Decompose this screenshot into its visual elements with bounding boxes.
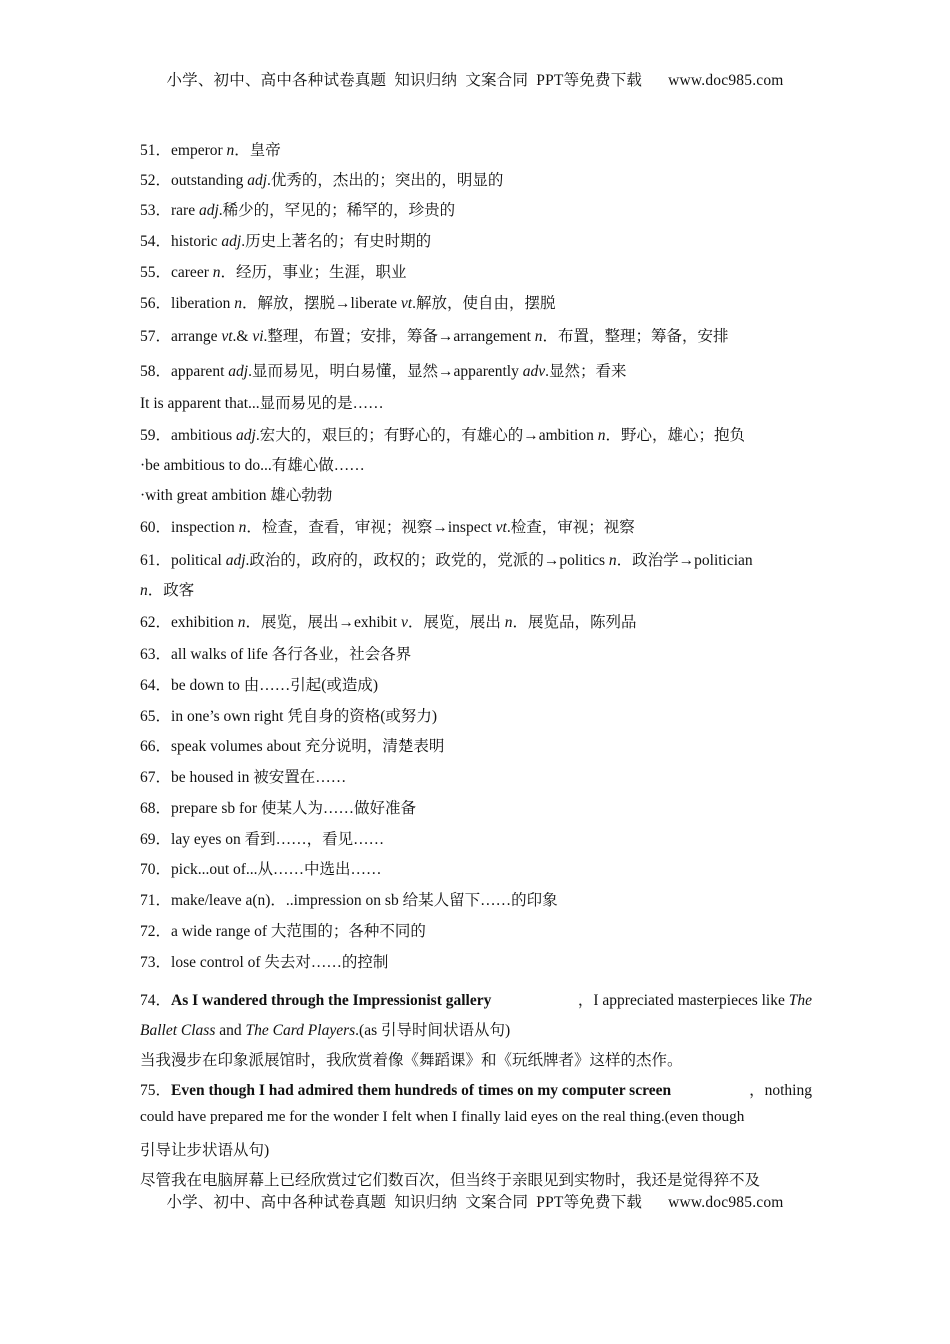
sentence-text: ，nothing (749, 1082, 812, 1099)
item-term: arrange (171, 328, 222, 345)
item-number: 60． (140, 519, 172, 536)
title-italic: The (788, 992, 812, 1009)
item-term: speak volumes about 充分说明，清楚表明 (171, 738, 445, 755)
item-term: lose control of 失去对……的控制 (171, 954, 389, 971)
sentence-text: and (215, 1022, 246, 1039)
item-number: 54． (140, 233, 172, 250)
item-term: ·be ambitious to do...有雄心做…… (140, 457, 365, 474)
list-item (140, 359, 627, 381)
part-of-speech: v (400, 614, 408, 631)
header-text: 小学、初中、高中各种试卷真题 知识归纳 文案合同 PPT等免费下载 (166, 72, 643, 89)
item-term: prepare sb for 使某人为……做好准备 (171, 800, 416, 817)
sentence-number: 75． (140, 1082, 172, 1099)
item-term: liberation (171, 295, 235, 312)
item-term: in one’s own right 凭自身的资格(或努力) (171, 708, 438, 725)
grammar-note: 引导让步状语从句) (140, 1142, 270, 1159)
part-of-speech: adj (225, 552, 246, 569)
item-number: 64． (140, 677, 172, 694)
item-number: 53． (140, 202, 172, 219)
sentence-text: ，I appreciated masterpieces like (577, 992, 789, 1009)
sentence-74-line1 (140, 988, 812, 1010)
item-meaning: .& (232, 328, 253, 345)
sentence-75-line2 (140, 1108, 812, 1126)
item-term: be housed in 被安置在…… (171, 769, 347, 786)
part-of-speech: vt (400, 295, 413, 312)
list-item (140, 483, 332, 505)
item-number: 58． (140, 363, 172, 380)
header-url: www.doc985.com (668, 72, 784, 89)
item-term: pick...out of...从……中选出…… (171, 861, 382, 878)
item-number: 63． (140, 646, 172, 663)
item-meaning: ．布置，整理；筹备，安排 (542, 328, 729, 345)
part-of-speech: n (534, 328, 543, 345)
item-term: all walks of life 各行各业，社会各界 (171, 646, 412, 663)
item-term: a wide range of 大范围的；各种不同的 (171, 923, 426, 940)
item-meaning: ．展览，展出→exhibit (245, 614, 401, 631)
item-term: It is apparent that...显而易见的是…… (140, 395, 384, 412)
item-meaning: .显然；看来 (545, 363, 627, 380)
part-of-speech: vi (252, 328, 264, 345)
list-item (140, 578, 194, 600)
list-item (140, 515, 635, 537)
part-of-speech: n (234, 295, 243, 312)
part-of-speech: adj (198, 202, 219, 219)
list-item (140, 734, 444, 756)
item-term: lay eyes on 看到……，看见…… (171, 831, 385, 848)
item-number: 70． (140, 861, 172, 878)
part-of-speech: vt (495, 519, 507, 536)
item-number: 51． (140, 142, 172, 159)
item-meaning: ．野心，雄心；抱负 (605, 427, 745, 444)
item-number: 61． (140, 552, 172, 569)
item-meaning: .历史上著名的；有史时期的 (241, 233, 432, 250)
part-of-speech: n (237, 614, 246, 631)
item-meaning: .显而易见，明白易懂，显然→apparently (248, 363, 523, 380)
list-item (140, 260, 407, 282)
item-number: 73． (140, 954, 172, 971)
sentence-75-line1 (140, 1078, 812, 1100)
footer-text: 小学、初中、高中各种试卷真题 知识归纳 文案合同 PPT等免费下载 (166, 1194, 643, 1211)
item-meaning: ．展览品，陈列品 (512, 614, 637, 631)
list-item (140, 138, 281, 160)
item-number: 57． (140, 328, 172, 345)
list-item (140, 229, 431, 251)
item-number: 67． (140, 769, 172, 786)
item-meaning: ．皇帝 (234, 142, 281, 159)
list-item (140, 168, 503, 190)
part-of-speech: adj (221, 233, 242, 250)
part-of-speech: n (140, 582, 148, 599)
item-term: be down to 由……引起(或造成) (171, 677, 379, 694)
part-of-speech: adj (247, 172, 268, 189)
list-item (140, 827, 384, 849)
list-item (140, 391, 384, 413)
item-term: political (171, 552, 226, 569)
sentence-75-translation (140, 1168, 812, 1190)
item-meaning: ．政治学→politician (616, 552, 753, 569)
item-term: ambitious (171, 427, 237, 444)
sentence-text: could have prepared me for the wonder I felt when I finally laid eyes on the real thing.(even though (140, 1108, 745, 1125)
item-number: 69． (140, 831, 172, 848)
item-meaning: ．展览，展出 (407, 614, 505, 631)
list-item (140, 919, 426, 941)
item-term: rare (171, 202, 199, 219)
part-of-speech: vt (221, 328, 233, 345)
list-item (140, 765, 346, 787)
item-meaning: .政治的，政府的，政权的；政党的，党派的→politics (245, 552, 609, 569)
sentence-74-left (140, 988, 491, 1010)
list-item (140, 950, 388, 972)
part-of-speech: n (212, 264, 221, 281)
list-item (140, 704, 437, 726)
item-term: exhibition (171, 614, 238, 631)
item-number: 55． (140, 264, 172, 281)
sentence-bold: Even though I had admired them hundreds of times on my computer screen (171, 1082, 672, 1099)
item-term: career (171, 264, 213, 281)
sentence-75-left (140, 1078, 671, 1100)
list-item (140, 291, 555, 313)
item-meaning: .优秀的，杰出的；突出的，明显的 (267, 172, 504, 189)
translation: 尽管我在电脑屏幕上已经欣赏过它们数百次，但当终于亲眼见到实物时，我还是觉得猝不及 (140, 1172, 761, 1189)
part-of-speech: n (597, 427, 606, 444)
footer-url: www.doc985.com (668, 1194, 784, 1211)
list-item (140, 324, 729, 346)
page-footer (0, 1190, 950, 1212)
list-item (140, 548, 753, 570)
sentence-bold: As I wandered through the Impressionist gallery (171, 992, 492, 1009)
part-of-speech: n (608, 552, 617, 569)
item-number: 72． (140, 923, 172, 940)
item-meaning: ．政客 (147, 582, 195, 599)
item-meaning: .检查，审视；视察 (506, 519, 635, 536)
list-item (140, 423, 745, 445)
grammar-note: .(as 引导时间状语从句) (355, 1022, 511, 1039)
item-number: 52． (140, 172, 172, 189)
item-meaning: .宏大的，艰巨的；有野心的，有雄心的→ambition (255, 427, 598, 444)
sentence-number: 74． (140, 992, 172, 1009)
sentence-74-line2 (140, 1018, 812, 1040)
item-term: historic (171, 233, 222, 250)
item-meaning: ．检查，查看，审视；视察→inspect (246, 519, 496, 536)
list-item (140, 857, 382, 879)
item-term: make/leave a(n)．..impression on sb 给某人留下……的印象 (171, 892, 558, 909)
sentence-75-line3 (140, 1138, 812, 1160)
item-term: ·with great ambition 雄心勃勃 (140, 487, 333, 504)
item-meaning: .稀少的，罕见的；稀罕的，珍贵的 (218, 202, 456, 219)
list-item (140, 642, 411, 664)
item-meaning: ．经历，事业；生涯，职业 (220, 264, 407, 281)
item-number: 66． (140, 738, 172, 755)
list-item (140, 673, 378, 695)
title-italic: The Card Players (245, 1022, 356, 1039)
part-of-speech: n (238, 519, 247, 536)
item-number: 62． (140, 614, 172, 631)
sentence-74-translation (140, 1048, 812, 1070)
item-term: emperor (171, 142, 227, 159)
item-number: 56． (140, 295, 172, 312)
item-term: outstanding (171, 172, 248, 189)
part-of-speech: n (504, 614, 513, 631)
item-meaning: .整理，布置；安排，筹备→arrangement (263, 328, 535, 345)
list-item (140, 796, 416, 818)
part-of-speech: n (226, 142, 235, 159)
sentence-74-right (578, 988, 812, 1010)
item-term: inspection (171, 519, 239, 536)
list-item (140, 610, 636, 632)
item-meaning: ．解放，摆脱→liberate (242, 295, 401, 312)
page-header (0, 68, 950, 90)
translation: 当我漫步在印象派展馆时，我欣赏着像《舞蹈课》和《玩纸牌者》这样的杰作。 (140, 1052, 683, 1069)
list-item (140, 198, 455, 220)
item-meaning: .解放，使自由，摆脱 (412, 295, 556, 312)
part-of-speech: adj (228, 363, 249, 380)
list-item (140, 888, 558, 910)
item-number: 65． (140, 708, 172, 725)
item-number: 68． (140, 800, 172, 817)
item-number: 59． (140, 427, 172, 444)
item-term: apparent (171, 363, 229, 380)
title-italic: Ballet Class (140, 1022, 216, 1039)
part-of-speech: adj (236, 427, 256, 444)
list-item (140, 453, 365, 475)
part-of-speech: adv (522, 363, 546, 380)
item-number: 71． (140, 892, 172, 909)
